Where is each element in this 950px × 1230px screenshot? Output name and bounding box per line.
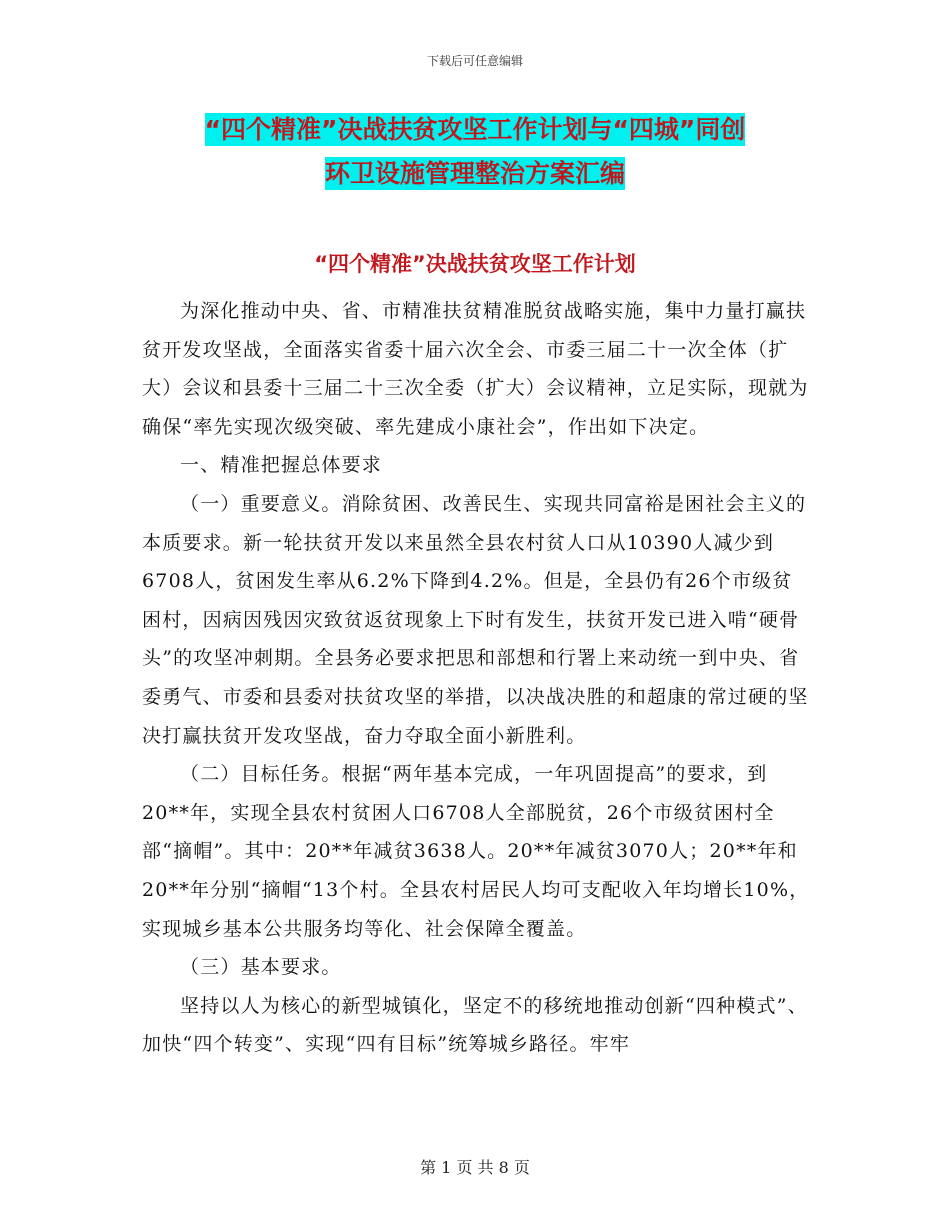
document-title-line-1	[0, 113, 950, 147]
header-note: 下载后可任意编辑	[426, 54, 523, 68]
heading-overall-requirements: 一、精准把握总体要求	[180, 454, 383, 477]
document-body	[142, 292, 810, 1064]
paragraph-basic-requirements: （三）基本要求。	[180, 956, 342, 979]
paragraph-significance: （一）重要意义。消除贫困、改善民生、实现共同富裕是困社会主义的本质要求。新一轮扶贫开发以来虽然全县农村贫人口从10390人减少到6708人，贫困发生率从6.2%下降到4.2%。但是，全县仍有26个市级贫困村，因病因残因灾致贫返贫现象上下时有发生，扶贫开发已进入啃“硬骨头”的攻坚冲刺期。全县务必要求把思和部想和行署上来动统一到中央、省委勇气、市委和县委对扶贫攻坚的举措，以决战决胜的和超康的常过硬的坚决打赢扶贫开发攻坚战，奋力夺取全面小新胜利。	[142, 492, 809, 747]
section-title: “四个精准”决战扶贫攻坚工作计划	[314, 252, 636, 276]
title-highlight-1: “四个精准”决战扶贫攻坚工作计划与“四城”同创	[204, 115, 746, 144]
paragraph-intro: 为深化推动中央、省、市精准扶贫精准脱贫战略实施，集中力量打赢扶贫开发攻坚战，全面落实省委十届六次全会、市委三届二十一次全体（扩大）会议和县委十三届二十三次全委（扩大）会议精神，立足实际，现就为确保“率先实现次级突破、率先建成小康社会”，作出如下决定。	[142, 300, 809, 438]
paragraph-targets: （二）目标任务。根据“两年基本完成，一年巩固提高”的要求，到20**年，实现全县农村贫困人口6708人全部脱贫，26个市级贫困村全部“摘帽”。其中：20**年减贫3638人。20**年减贫3070人；20**年和20**年分别“摘帽“13个村。全县农村居民人均可支配收入年均增长10%，实现城乡基本公共服务均等化、社会保障全覆盖。	[142, 763, 810, 940]
title-highlight-2: 环卫设施管理整治方案汇编	[324, 159, 625, 188]
document-title-line-2	[0, 157, 950, 191]
paragraph-urbanization: 坚持以人为核心的新型城镇化，坚定不的移统地推动创新“四种模式”、加快“四个转变”、实现“四有目标”统筹城乡路径。牢牢	[142, 994, 808, 1056]
page-footer: 第 1 页 共 8 页	[420, 1158, 530, 1177]
